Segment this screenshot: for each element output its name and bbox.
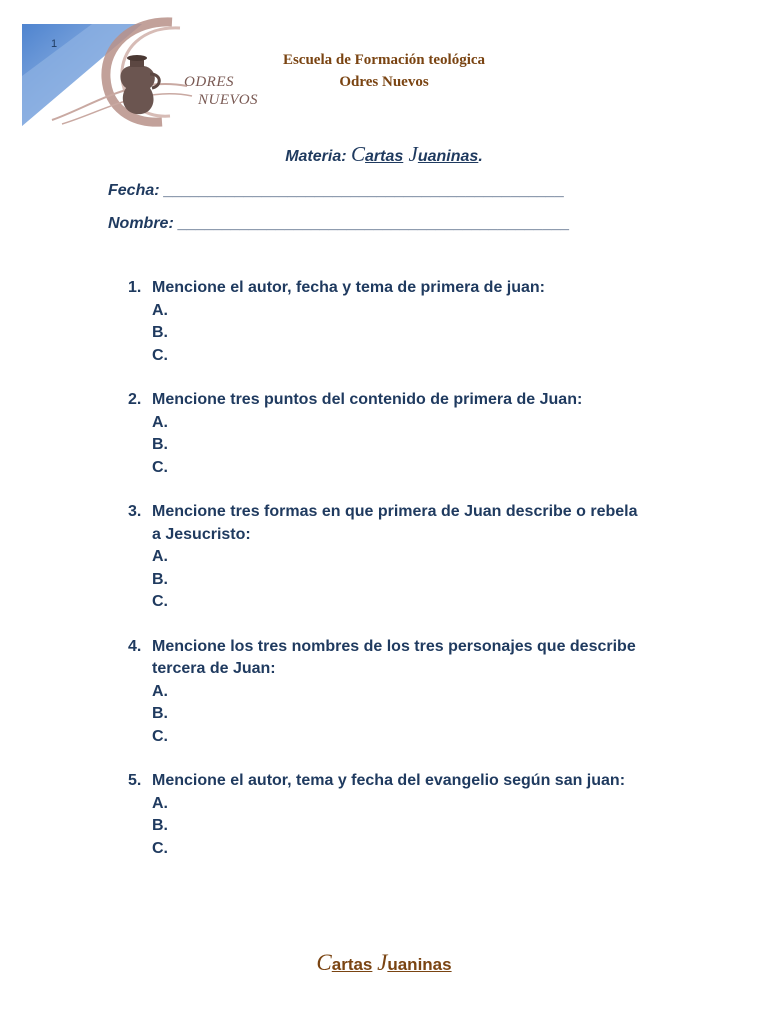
question-item <box>128 389 648 479</box>
answer-option: A. <box>152 301 168 319</box>
subject-period: . <box>478 148 483 165</box>
school-logo <box>22 16 259 128</box>
subject-title <box>351 142 478 166</box>
question-number: 1. <box>128 279 142 296</box>
name-field <box>108 215 570 233</box>
subject-initial-c: C <box>351 142 366 166</box>
question-item <box>128 636 648 749</box>
question-number: 5. <box>128 772 142 789</box>
logo-word-odres: ODRES <box>184 74 234 90</box>
answer-option: B. <box>152 705 168 722</box>
name-blank-line: ____________________________________________ <box>178 215 570 232</box>
answer-option: A. <box>152 548 168 565</box>
subject-initial-j: J <box>408 142 418 166</box>
name-label: Nombre: <box>108 215 174 232</box>
answer-option: C. <box>152 839 168 857</box>
question-text: Mencione el autor, fecha y tema de primera de juan: <box>152 279 546 296</box>
footer-initial-c: C <box>316 950 332 975</box>
question-text: Mencione tres puntos del contenido de primera de Juan: <box>152 391 583 408</box>
subject-word-juaninas: uaninas <box>417 148 479 165</box>
answer-option: B. <box>152 436 168 453</box>
answer-option: A. <box>152 413 168 431</box>
answer-option: B. <box>152 817 168 834</box>
question-text: Mencione los tres nombres de los tres personajes que describe tercera de Juan: <box>152 637 636 677</box>
answer-option: B. <box>152 324 168 341</box>
question-number: 2. <box>128 391 142 408</box>
logo-graphic <box>22 16 252 128</box>
question-number: 3. <box>128 503 142 520</box>
date-field <box>108 182 564 200</box>
footer-initial-j: J <box>377 950 388 975</box>
answer-option: A. <box>152 682 168 700</box>
answer-option: C. <box>152 593 168 610</box>
answer-option: A. <box>152 794 168 812</box>
answer-option: C. <box>152 458 168 476</box>
answer-option: C. <box>152 727 168 745</box>
school-subtitle: Odres Nuevos <box>339 74 429 90</box>
question-text: Mencione el autor, tema y fecha del evangelio según san juan: <box>152 772 626 789</box>
subject-heading <box>0 142 768 167</box>
date-label: Fecha: <box>108 182 160 199</box>
page-number: 1 <box>51 38 58 50</box>
question-item <box>128 770 648 860</box>
question-number: 4. <box>128 637 142 655</box>
question-list <box>128 277 648 882</box>
question-item <box>128 501 648 614</box>
answer-option: C. <box>152 346 168 364</box>
school-name: Escuela de Formación teológica <box>282 52 486 68</box>
page-footer <box>0 950 768 976</box>
subject-label: Materia: <box>285 148 347 165</box>
question-item <box>128 277 648 367</box>
logo-word-nuevos: NUEVOS <box>198 92 259 108</box>
subject-word-cartas: artas <box>365 148 404 165</box>
answer-option: B. <box>152 570 168 588</box>
footer-word-juaninas: uaninas <box>387 955 452 974</box>
footer-word-cartas: artas <box>331 955 373 974</box>
question-text: Mencione tres formas en que primera de Juan describe o rebela a Jesucristo: <box>152 503 638 543</box>
date-blank-line: _____________________________________________ <box>164 182 565 199</box>
